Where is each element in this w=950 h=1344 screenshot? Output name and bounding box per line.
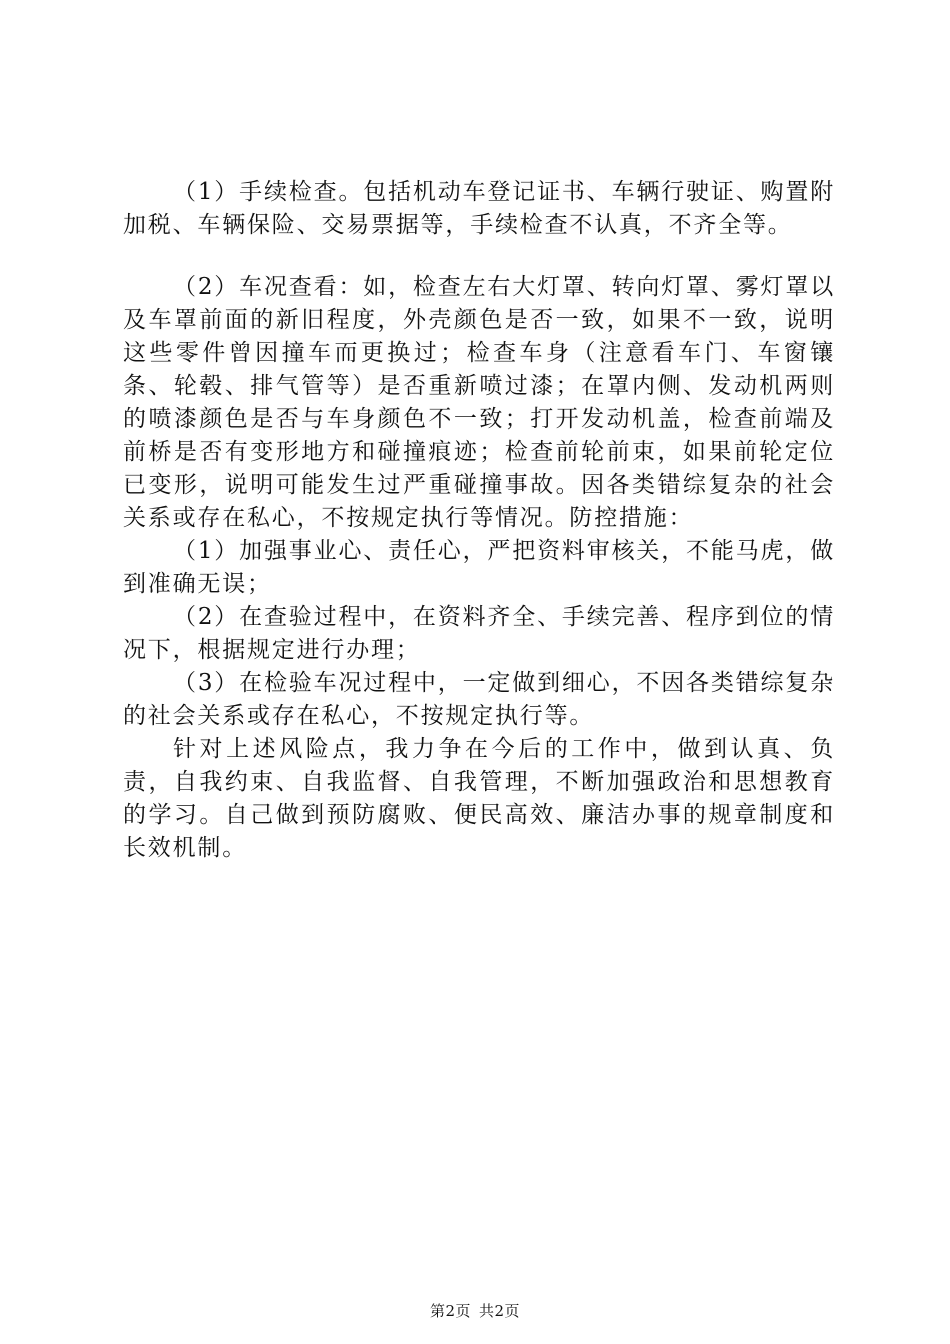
page-footer [0, 1301, 950, 1321]
paragraph-measure-1: （1）加强事业心、责任心，严把资料审核关，不能马虎，做到准确无误； [123, 538, 835, 597]
paragraph-procedure-check: （1）手续检查。包括机动车登记证书、车辆行驶证、购置附加税、车辆保险、交易票据等，手续检查不认真，不齐全等。 [123, 179, 835, 238]
page-number: 第2页 [429, 1302, 471, 1320]
page-total: 共2页 [479, 1302, 521, 1320]
paragraph-measure-2: （2）在查验过程中，在资料齐全、手续完善、程序到位的情况下，根据规定进行办理； [123, 604, 835, 663]
document-body [123, 176, 835, 865]
paragraph-conclusion: 针对上述风险点，我力争在今后的工作中，做到认真、负责，自我约束、自我监督、自我管理，不断加强政治和思想教育的学习。自己做到预防腐败、便民高效、廉洁办事的规章制度和长效机制。 [123, 736, 835, 861]
paragraph-measure-3: （3）在检验车况过程中，一定做到细心，不因各类错综复杂的社会关系或存在私心，不按规定执行等。 [123, 670, 835, 729]
paragraph-vehicle-inspection: （2）车况查看：如，检查左右大灯罩、转向灯罩、雾灯罩以及车罩前面的新旧程度，外壳颜色是否一致，如果不一致，说明这些零件曾因撞车而更换过；检查车身（注意看车门、车窗镶条、轮毂、排气管等）是否重新喷过漆；在罩内侧、发动机两则的喷漆颜色是否与车身颜色不一致；打开发动机盖，检查前端及前桥是否有变形地方和碰撞痕迹；检查前轮前束，如果前轮定位已变形，说明可能发生过严重碰撞事故。因各类错综复杂的社会关系或存在私心，不按规定执行等情况。防控措施： [123, 274, 835, 531]
